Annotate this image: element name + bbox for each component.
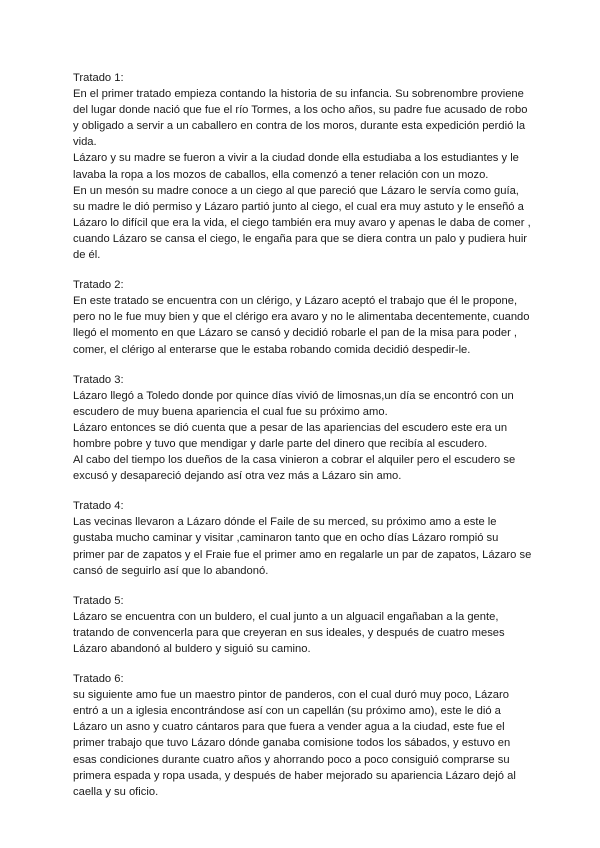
paragraph: En el primer tratado empieza contando la historia de su infancia. Su sobrenombre proviene del lugar donde nació que fue el río Tormes, a los ocho años, su padre fue acusado de robo y obligado a servir a un caballero en contra de los moros, durante esta expedición perdió la vida.	[73, 88, 528, 149]
section-tratado-6	[73, 671, 533, 800]
paragraph: Al cabo del tiempo los dueños de la casa vinieron a cobrar el alquiler pero el escudero se excusó y desapareció dejando así otra vez más a Lázaro sin amo.	[73, 454, 516, 483]
section-title: Tratado 1:	[73, 72, 124, 84]
section-title: Tratado 3:	[73, 373, 124, 386]
section-title: Tratado 6:	[73, 673, 124, 686]
section-tratado-1	[73, 70, 533, 263]
paragraph: Lázaro entonces se dió cuenta que a pesar de las apariencias del escudero este era un hombre pobre y tuvo que mendigar y darle parte del dinero que recibía al escudero.	[73, 421, 508, 450]
section-tratado-5	[73, 593, 533, 657]
section-title: Tratado 5:	[73, 594, 124, 607]
paragraph: Lázaro y su madre se fueron a vivir a la ciudad donde ella estudiaba a los estudiantes y le lavaba la ropa a los mozos de caballos, ella comenzó a tener relación con un mozo.	[73, 152, 519, 181]
section-title: Tratado 2:	[73, 279, 124, 292]
paragraph: En este tratado se encuentra con un clérigo, y Lázaro aceptó el trabajo que él le propone, pero no le fue muy bien y que el clérigo era avaro y no le alimentaba decentemente, cuando llegó el momento en que Lázaro se cansó y decidió robarle el pan de la misa para poder , comer, el clérigo al enterarse que le estaba robando comida decidió despedir-le.	[73, 295, 530, 356]
paragraph: Lázaro se encuentra con un buldero, el cual junto a un alguacil engañaban a la gente, tratando de convencerla para que creyeran en sus ideales, y después de cuatro meses Lázaro abandonó al buldero y siguió su camino.	[73, 610, 505, 655]
paragraph: Las vecinas llevaron a Lázaro dónde el Faile de su merced, su próximo amo a este le gustaba mucho caminar y visitar ,caminaron tanto que en ocho días Lázaro rompió su primer par de zapatos y el Fraie fue el primer amo en regalarle un par de zapatos, Lázaro se cansó de seguirlo así que lo abandonó.	[73, 516, 532, 577]
paragraph: su siguiente amo fue un maestro pintor de panderos, con el cual duró muy poco, Lázaro entró a un a iglesia encontrándose así con un capellán (su próximo amo), este le dió a Lázaro un asno y cuatro cántaros para que fuera a vender agua a la ciudad, este fue el primer trabajo que tuvo Lázaro dónde ganaba comisione todos los sábados, y estuvo en esas condiciones durante cuatro años y ahorrando poco a poco consiguió comprarse su primera espada y ropa usada, y después de haber mejorado su apariencia Lázaro dejó al caella y su oficio.	[73, 689, 516, 798]
section-tratado-4	[73, 498, 533, 578]
section-tratado-3	[73, 372, 533, 485]
document-page	[73, 70, 533, 814]
section-tratado-2	[73, 277, 533, 357]
section-title: Tratado 4:	[73, 500, 124, 513]
paragraph: Lázaro llegó a Toledo donde por quince días vivió de limosnas,un día se encontró con un escudero de muy buena apariencia el cual fue su próximo amo.	[73, 389, 514, 418]
paragraph: En un mesón su madre conoce a un ciego al que pareció que Lázaro le servía como guía, su madre le dió permiso y Lázaro partió junto al ciego, el cual era muy astuto y le enseñó a Lázaro lo difícil que era la vida, el ciego también era muy avaro y apenas le daba de comer , cuando Lázaro se cansa el ciego, le engaña para que se diera contra un palo y pudiera huir de él.	[73, 184, 531, 262]
